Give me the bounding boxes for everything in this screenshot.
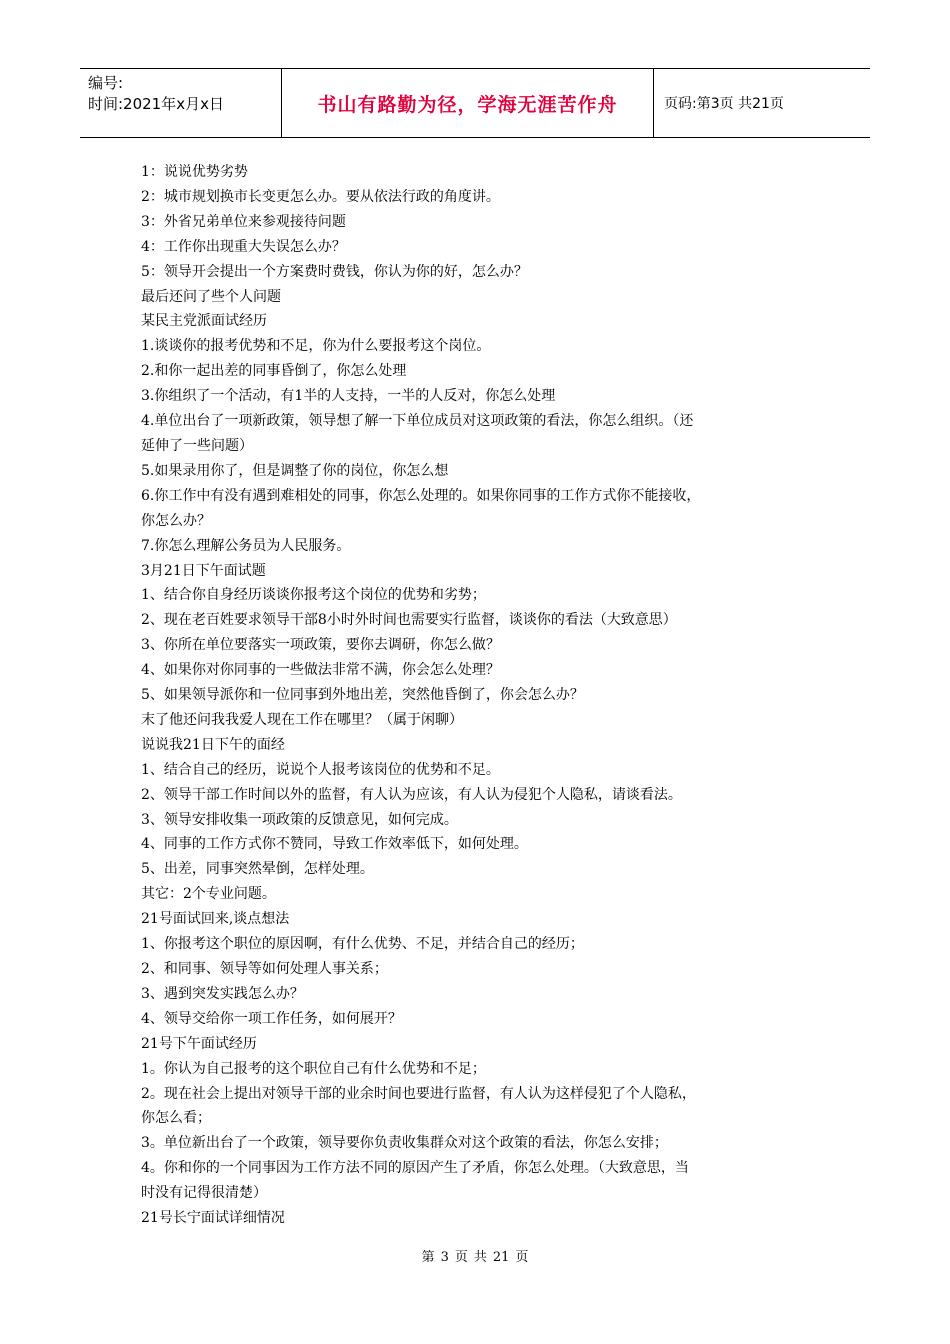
- text-line: 2。现在社会上提出对领导干部的业余时间也要进行监督，有人认为这样侵犯了个人隐私，: [141, 1085, 696, 1102]
- text-line: 某民主党派面试经历: [141, 313, 267, 330]
- header-motto: 书山有路勤为径，学海无涯苦作舟: [282, 69, 654, 137]
- text-line: 你怎么办？: [141, 512, 211, 529]
- footer-page-number: 3: [440, 1250, 449, 1265]
- text-line: 1：说说优势劣势: [141, 164, 248, 180]
- page-footer: [0, 1246, 950, 1265]
- footer-total-pages: 21: [492, 1250, 510, 1265]
- time-label: 时间:2021年x月x日: [88, 95, 224, 113]
- text-line: 4、领导交给你一项工作任务，如何展开？: [141, 1010, 402, 1027]
- text-line: 3、领导安排收集一项政策的反馈意见，如何完成。: [141, 811, 458, 828]
- text-line: 2、现在老百姓要求领导干部8小时外时间也需要实行监督，谈谈你的看法（大致意思）: [141, 612, 677, 629]
- text-line: 4。你和你的一个同事因为工作方法不同的原因产生了矛盾，你怎么处理。（大致意思，当: [141, 1160, 689, 1177]
- text-line: 21号面试回来,谈点想法: [141, 911, 290, 928]
- text-line: 1.谈谈你的报考优势和不足，你为什么要报考这个岗位。: [141, 338, 491, 355]
- text-line: 其它：2个专业问题。: [141, 886, 276, 903]
- footer-text: 共: [473, 1250, 487, 1265]
- text-line: 3月21日下午面试题: [141, 562, 266, 579]
- text-line: 7.你怎么理解公务员为人民服务。: [141, 537, 351, 554]
- text-line: 3、遇到突发实践怎么办？: [141, 985, 304, 1002]
- text-line: 5：领导开会提出一个方案费时费钱，你认为你的好，怎么办？: [141, 263, 528, 280]
- text-line: 1、结合自己的经历，说说个人报考该岗位的优势和不足。: [141, 761, 500, 778]
- text-line: 5、如果领导派你和一位同事到外地出差，突然他昏倒了，你会怎么办？: [141, 687, 584, 704]
- text-line: 5、出差，同事突然晕倒，怎样处理。: [141, 861, 374, 878]
- page-header: [80, 68, 870, 138]
- text-line: 你怎么看；: [141, 1110, 211, 1127]
- footer-text: 第: [421, 1250, 435, 1265]
- text-line: 4.单位出台了一项新政策，领导想了解一下单位成员对这项政策的看法，你怎么组织。（还: [141, 413, 694, 430]
- text-line: 时没有记得很清楚）: [141, 1185, 267, 1202]
- text-line: 3、你所在单位要落实一项政策，要你去调研，你怎么做？: [141, 637, 500, 654]
- code-label: 编号:: [88, 74, 124, 92]
- text-line: 4：工作你出现重大失误怎么办？: [141, 238, 346, 255]
- text-line: 1、结合你自身经历谈谈你报考这个岗位的优势和劣势；: [141, 587, 486, 604]
- text-line: 2、领导干部工作时间以外的监督，有人认为应该，有人认为侵犯个人隐私，请谈看法。: [141, 786, 682, 803]
- text-line: 1。你认为自己报考的这个职位自己有什么优势和不足；: [141, 1060, 486, 1077]
- text-line: 2、和同事、领导等如何处理人事关系；: [141, 961, 388, 977]
- text-line: 4、同事的工作方式你不赞同，导致工作效率低下，如何处理。: [141, 836, 528, 853]
- text-line: 6.你工作中有没有遇到难相处的同事，你怎么处理的。如果你同事的工作方式你不能接收，: [141, 487, 701, 504]
- document-body: [141, 160, 821, 1231]
- text-line: 最后还问了些个人问题: [141, 288, 281, 305]
- text-line: 21号长宁面试详细情况: [141, 1210, 285, 1227]
- text-line: 3.你组织了一个活动，有1半的人支持，一半的人反对，你怎么处理: [141, 388, 556, 405]
- text-line: 末了他还问我我爱人现在工作在哪里？（属于闲聊）: [141, 711, 463, 728]
- text-line: 3：外省兄弟单位来参观接待问题: [141, 213, 346, 230]
- footer-text: 页: [515, 1250, 529, 1265]
- text-line: 说说我21日下午的面经: [141, 736, 285, 753]
- header-page-label: 页码:第3页 共21页: [664, 96, 784, 112]
- text-line: 2：城市规划换市长变更怎么办。要从依法行政的角度讲。: [141, 188, 500, 205]
- footer-text: 页: [454, 1250, 468, 1265]
- text-line: 延伸了一些问题）: [141, 437, 253, 454]
- text-line: 21号下午面试经历: [141, 1035, 257, 1052]
- text-line: 1、你报考这个职位的原因啊，有什么优势、不足，并结合自己的经历；: [141, 936, 584, 953]
- text-line: 3。单位新出台了一个政策，领导要你负责收集群众对这个政策的看法，你怎么安排；: [141, 1135, 668, 1152]
- header-meta: [80, 69, 282, 137]
- text-line: 5.如果录用你了，但是调整了你的岗位，你怎么想: [141, 462, 449, 479]
- text-line: 4、如果你对你同事的一些做法非常不满，你会怎么处理？: [141, 662, 500, 679]
- text-line: 2.和你一起出差的同事昏倒了，你怎么处理: [141, 363, 407, 380]
